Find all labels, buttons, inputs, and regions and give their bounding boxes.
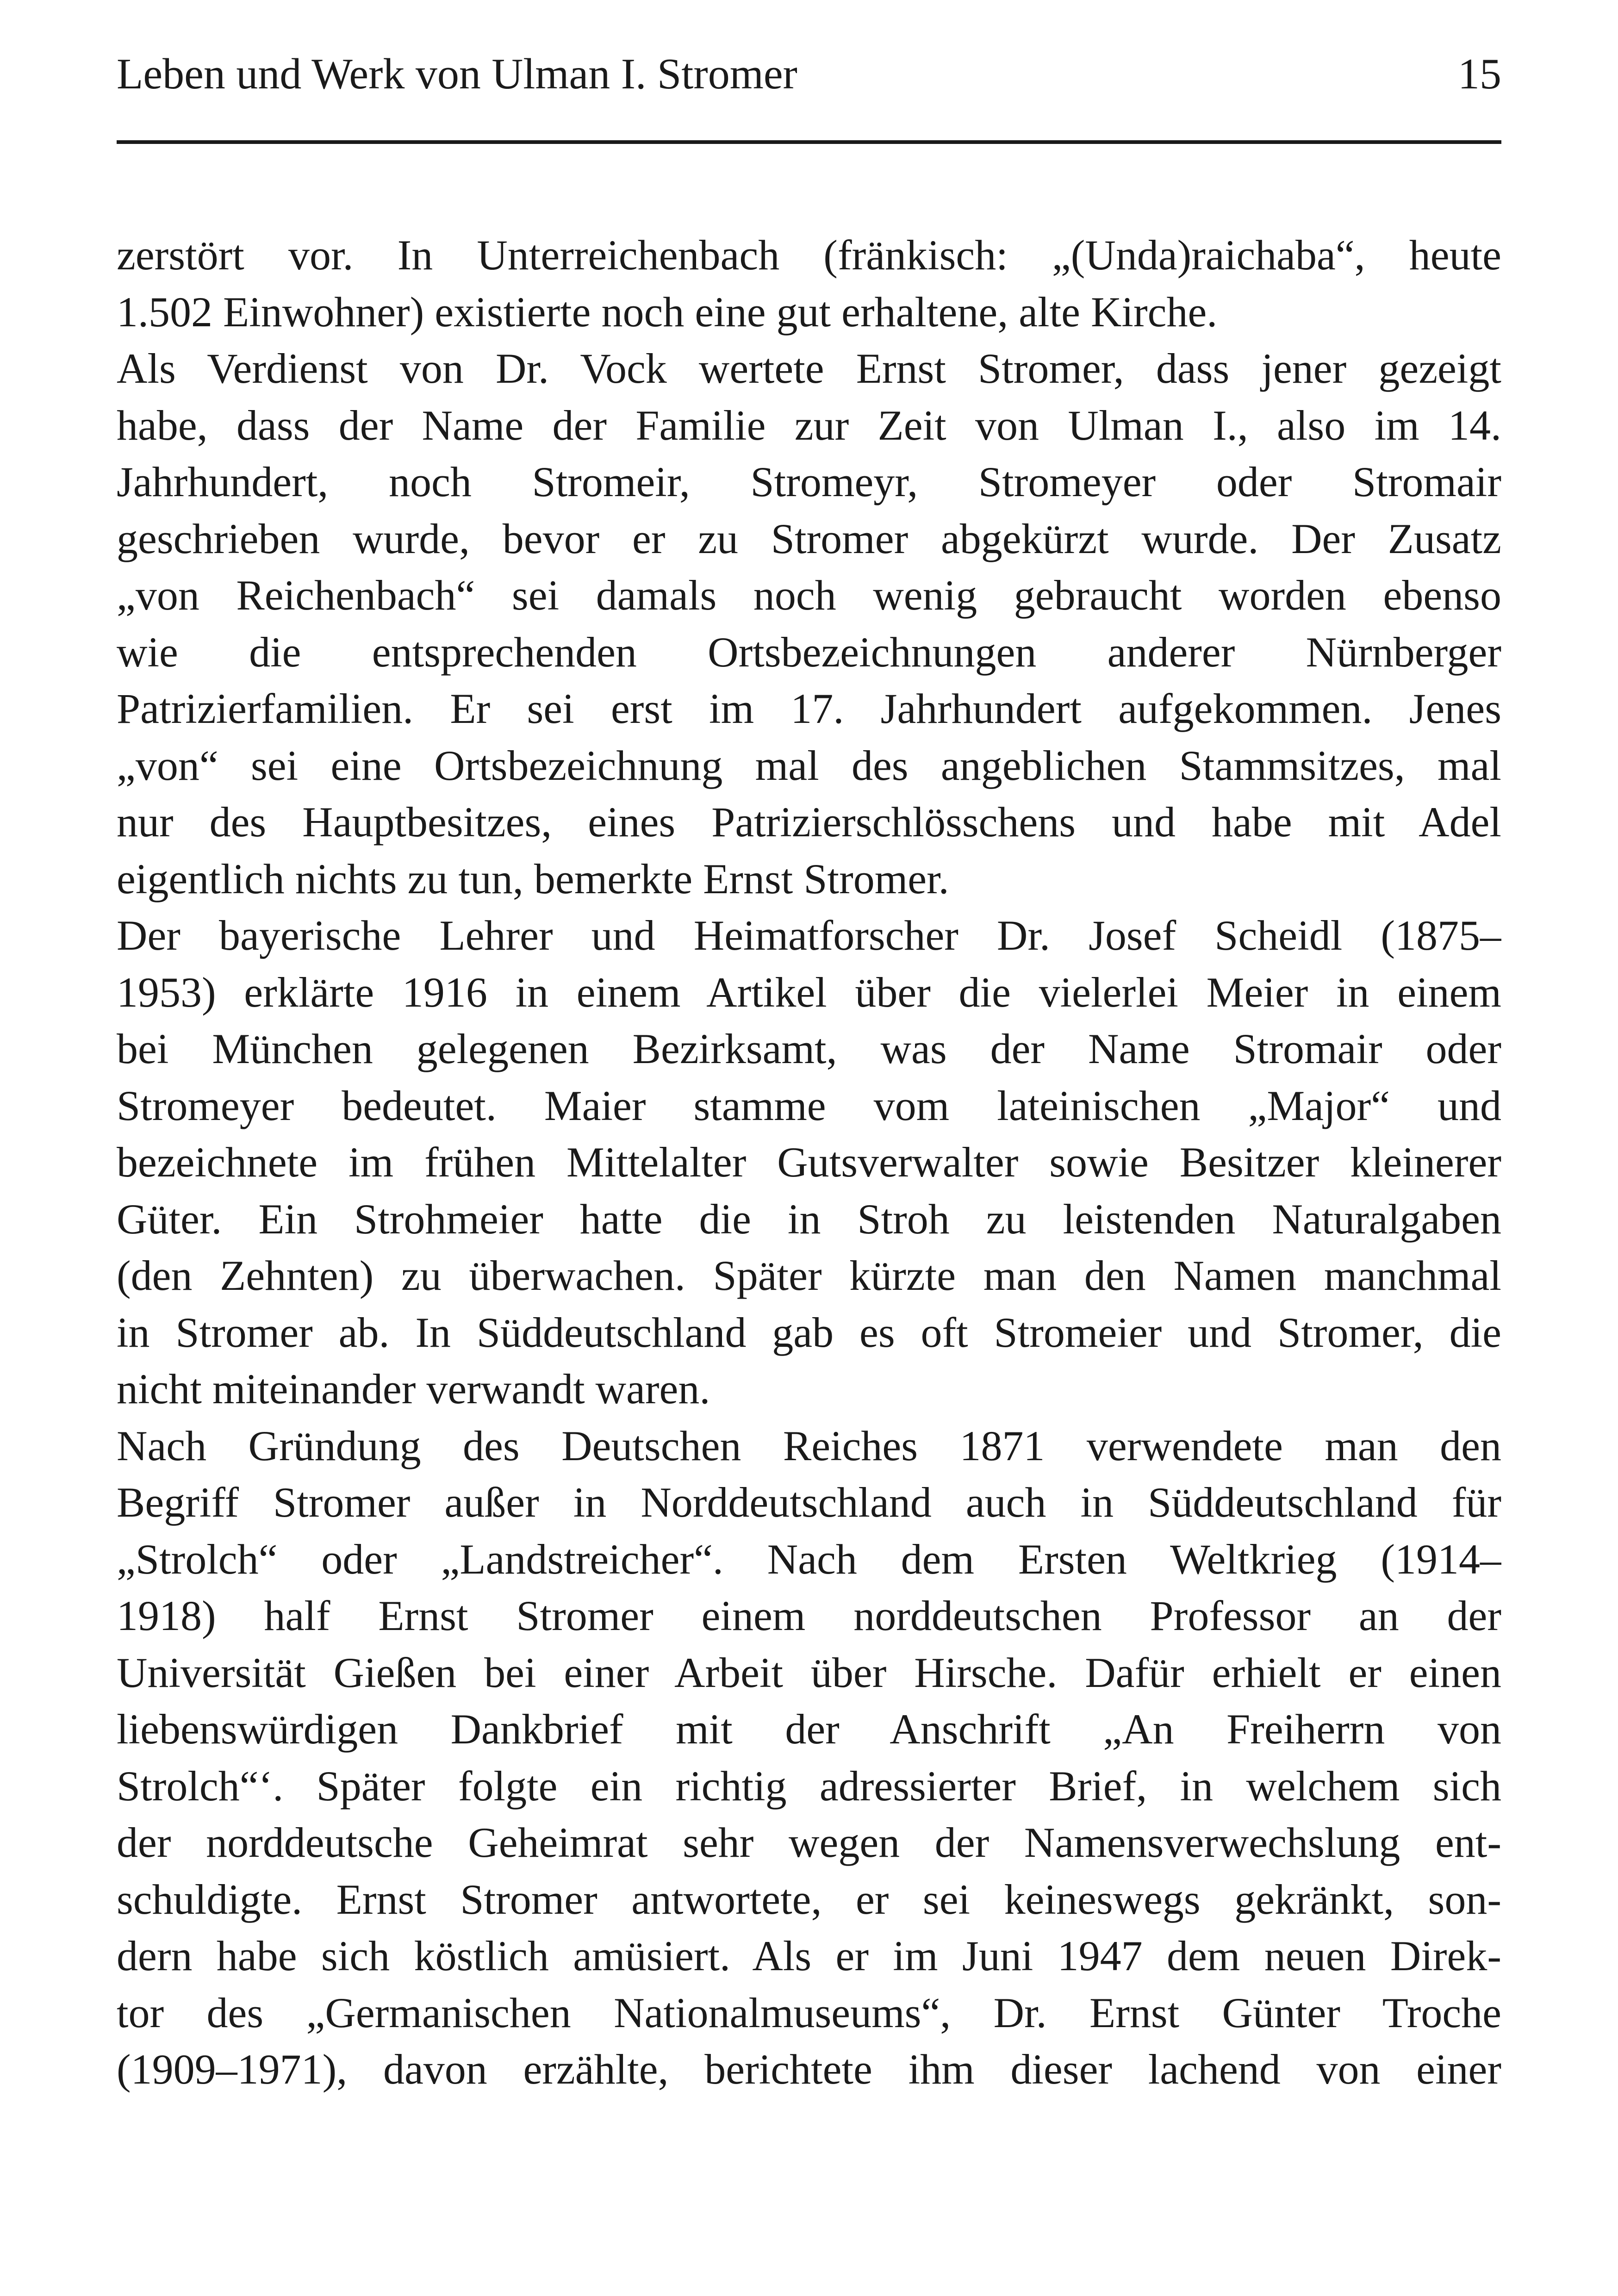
text-line: (den Zehnten) zu überwachen. Später kürzte man den Namen manchmal — [117, 1252, 1501, 1299]
text-line: eigentlich nichts zu tun, bemerkte Ernst Stromer. — [117, 855, 949, 902]
text-line: Nach Gründung des Deutschen Reiches 1871 verwendete man den — [117, 1422, 1501, 1469]
text-line: wie die entsprechenden Ortsbezeichnungen anderer Nürnberger — [117, 628, 1501, 676]
text-line: 1.502 Einwohner) existierte noch eine gut erhaltene, alte Kirche. — [117, 288, 1218, 336]
text-line: nicht miteinander verwandt waren. — [117, 1365, 710, 1412]
text-line: bezeichnete im frühen Mittelalter Gutsverwalter sowie Besitzer kleinerer — [117, 1139, 1501, 1186]
text-line: dern habe sich köstlich amüsiert. Als er im Juni 1947 dem neuen Direk- — [117, 1932, 1501, 1979]
text-line: schuldigte. Ernst Stromer antwortete, er sei keineswegs gekränkt, son- — [117, 1875, 1501, 1923]
text-line: „von Reichenbach“ sei damals noch wenig gebraucht worden ebenso — [117, 572, 1501, 619]
text-line: „Strolch“ oder „Landstreicher“. Nach dem Ersten Weltkrieg (1914– — [117, 1535, 1501, 1583]
text-line: Strolch“‘. Später folgte ein richtig adressierter Brief, in welchem sich — [117, 1762, 1501, 1810]
text-line: geschrieben wurde, bevor er zu Stromer abgekürzt wurde. Der Zusatz — [117, 515, 1501, 562]
running-title: Leben und Werk von Ulman I. Stromer — [117, 50, 797, 98]
text-line: in Stromer ab. In Süddeutschland gab es oft Stromeier und Stromer, die — [117, 1308, 1501, 1356]
text-line: habe, dass der Name der Familie zur Zeit von Ulman I., also im 14. — [117, 401, 1501, 449]
text-line: liebenswürdigen Dankbrief mit der Anschrift „An Freiherrn von — [117, 1705, 1501, 1753]
text-line: Der bayerische Lehrer und Heimatforscher Dr. Josef Scheidl (1875– — [117, 912, 1501, 959]
page-number: 15 — [1458, 50, 1501, 98]
page-header — [117, 44, 1501, 104]
text-line: Patrizierfamilien. Er sei erst im 17. Jahrhundert aufgekommen. Jenes — [117, 685, 1501, 732]
text-line: der norddeutsche Geheimrat sehr wegen der Namensverwechslung ent- — [117, 1819, 1501, 1866]
text-line: tor des „Germanischen Nationalmuseums“, Dr. Ernst Günter Troche — [117, 1989, 1501, 2036]
text-line: Universität Gießen bei einer Arbeit über Hirsche. Dafür erhielt er einen — [117, 1649, 1501, 1696]
text-line: 1953) erklärte 1916 in einem Artikel über die vielerlei Meier in einem — [117, 968, 1501, 1016]
text-line: (1909–1971), davon erzählte, berichtete ihm dieser lachend von einer — [117, 2046, 1501, 2093]
text-line: bei München gelegenen Bezirksamt, was der Name Stromair oder — [117, 1025, 1501, 1072]
text-line: Begriff Stromer außer in Norddeutschland auch in Süddeutschland für — [117, 1479, 1501, 1526]
text-line: Stromeyer bedeutet. Maier stamme vom lateinischen „Major“ und — [117, 1082, 1501, 1129]
text-line: „von“ sei eine Ortsbezeichnung mal des angeblichen Stammsitzes, mal — [117, 741, 1501, 789]
text-line: Als Verdienst von Dr. Vock wertete Ernst Stromer, dass jener gezeigt — [117, 345, 1501, 392]
text-line: nur des Hauptbesitzes, eines Patrizierschlösschens und habe mit Adel — [117, 798, 1501, 846]
text-line: 1918) half Ernst Stromer einem norddeutschen Professor an der — [117, 1592, 1501, 1639]
header-rule — [117, 140, 1501, 144]
text-line: Güter. Ein Strohmeier hatte die in Stroh zu leistenden Naturalgaben — [117, 1195, 1501, 1243]
body-text — [117, 227, 1501, 2098]
text-line: Jahrhundert, noch Stromeir, Stromeyr, Stromeyer oder Stromair — [117, 458, 1501, 505]
text-line: zerstört vor. In Unterreichenbach (fränkisch: „(Unda)raichaba“, heute — [117, 231, 1501, 279]
